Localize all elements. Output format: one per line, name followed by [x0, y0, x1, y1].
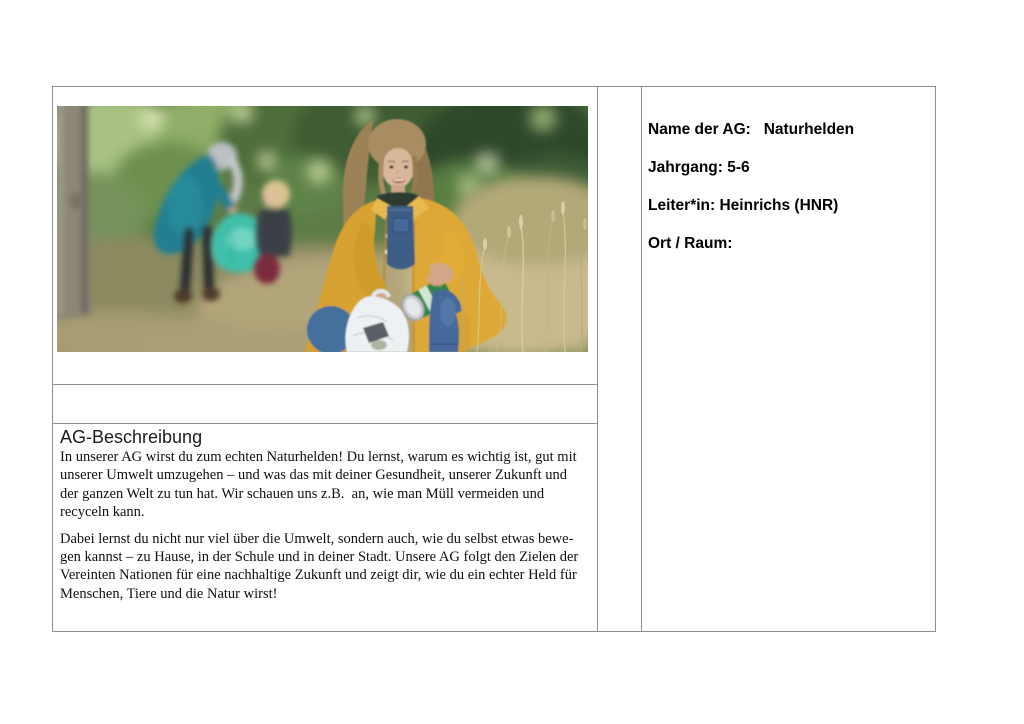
description-line: Menschen, Tiere und die Natur wirst!	[60, 585, 278, 602]
description-line: der ganzen Welt zu tun hat. Wir schauen uns z.B. an, wie man Müll vermeiden und	[60, 485, 545, 502]
photo-cell	[53, 87, 597, 385]
description-line: Vereinten Nationen für eine nachhaltige Zukunft und zeigt dir, wie du ein echter Held für	[60, 567, 577, 584]
tree-trunk	[57, 106, 91, 320]
ag-info-table	[52, 86, 598, 632]
description-line: recyceln kann.	[60, 504, 145, 521]
ag-description-paragraph-2	[60, 530, 591, 604]
ag-description-cell	[53, 424, 597, 631]
ag-room-line: Ort / Raum:	[648, 235, 733, 252]
table-spacer-column	[597, 86, 642, 632]
description-line: In unserer AG wirst du zum echten Naturhelden! Du lernst, warum es wichtig ist, gut mit	[60, 449, 577, 465]
ag-details-panel	[641, 86, 936, 632]
empty-caption-row	[53, 385, 597, 424]
description-line: Dabei lernst du nicht nur viel über die Umwelt, sondern auch, wie du selbst etwas bewe-	[60, 530, 574, 547]
ag-photo	[57, 106, 588, 352]
ag-description-paragraph-1	[60, 448, 591, 522]
ag-year-line: Jahrgang: 5-6	[648, 159, 750, 176]
description-line: unserer Umwelt umzugehen – und was das mit deiner Gesundheit, unserer Zukunft und	[60, 467, 567, 484]
ag-name-line: Name der AG: Naturhelden	[648, 121, 855, 138]
ag-leader-line: Leiter*in: Heinrichs (HNR)	[648, 197, 839, 214]
description-line: gen kannst – zu Hause, in der Schule und in deiner Stadt. Unsere AG folgt den Zielen der	[60, 549, 579, 566]
ag-description-heading: AG-Beschreibung	[60, 427, 203, 447]
